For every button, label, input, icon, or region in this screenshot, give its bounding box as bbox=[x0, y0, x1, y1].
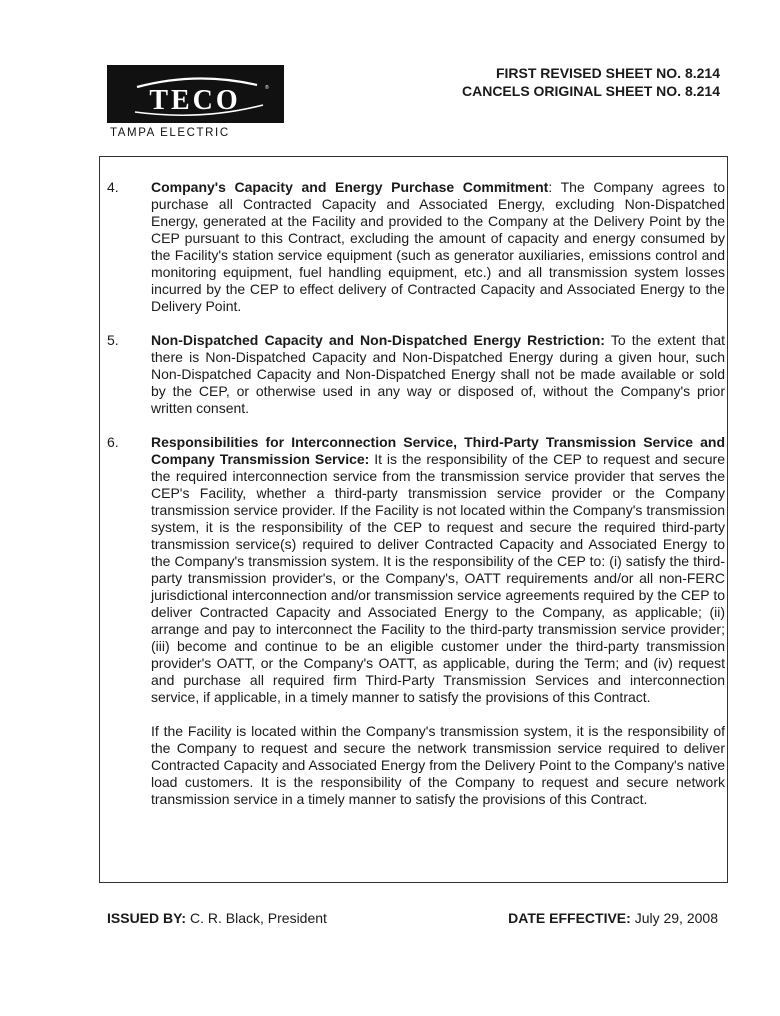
section-text: It is the responsibility of the CEP to request and secure the required interconnection service from the transmission service provider that serves the CEP's Facility, whether a third-party transmission service provider or the Company transmission service provider. If the Facility is not located within the Company's transmission system, it is the responsibility of the CEP to request and secure the required third-party transmission service(s) required to deliver Contracted Capacity and Associated Energy to the Company's transmission system. It is the responsibility of the CEP to: (i) satisfy the third-party transmission provider's, or the Company's, OATT requirements and/or all non-FERC jurisdictional interconnection and/or transmission service agreements required by the CEP to deliver Contracted Capacity and Associated Energy to the Company, as applicable; (ii) arrange and pay to interconnect the Facility to the third-party transmission service provider; (iii) become and continue to be an eligible customer under the third-party transmission provider's OATT, or the Company's OATT, as applicable, during the Term; and (iv) request and purchase all required firm Third-Party Transmission Services and interconnection service, if applicable, in a timely manner to satisfy the provisions of this Contract. bbox=[151, 451, 725, 705]
content-box bbox=[99, 156, 728, 883]
teco-logo-mark bbox=[107, 65, 284, 123]
sheet-number: FIRST REVISED SHEET NO. 8.214 bbox=[495, 65, 720, 81]
section-text: : The Company agrees to purchase all Contracted Capacity and Associated Energy, excluding Non-Dispatched Energy, generated at the Facility and provided to the Company at the Delivery Point by the CEP pursuant to this Contract, excluding the amount of capacity and energy consumed by the Facility's station service equipment (such as generator auxiliaries, emissions control and monitoring equipment, fuel handling equipment, etc.) and all transmission system losses incurred by the CEP to effect delivery of Contracted Capacity and Associated Energy to the Delivery Point. bbox=[151, 179, 726, 314]
date-effective-value: July 29, 2008 bbox=[634, 910, 718, 926]
section-heading: Responsibilities for Interconnection Service, Third-Party Transmission Service and Company Transmission Service: bbox=[151, 434, 725, 467]
section-heading: Company's Capacity and Energy Purchase Commitment bbox=[151, 179, 549, 195]
section-body bbox=[151, 332, 725, 417]
date-effective-label: DATE EFFECTIVE: bbox=[508, 910, 631, 926]
date-effective bbox=[508, 910, 718, 926]
issued-by bbox=[107, 910, 327, 926]
section-paragraph-2: If the Facility is located within the Company's transmission system, it is the responsibility of the Company to request and secure the network transmission service required to deliver Contracted Capacity and Associated Energy from the Delivery Point to the Company's native load customers. It is the responsibility of the Company to request and secure network transmission service in a timely manner to satisfy the provisions of this Contract. bbox=[151, 723, 725, 807]
logo-caption: TAMPA ELECTRIC bbox=[110, 127, 230, 139]
issued-by-label: ISSUED BY: bbox=[107, 910, 187, 926]
section-heading: Non-Dispatched Capacity and Non-Dispatched Energy Restriction: bbox=[151, 332, 605, 348]
issued-by-value: C. R. Black, President bbox=[189, 910, 327, 926]
teco-logo bbox=[107, 65, 284, 123]
section-number: 6. bbox=[107, 434, 119, 450]
svg-text:®: ® bbox=[265, 85, 269, 91]
section-body bbox=[151, 179, 725, 315]
section-number: 5. bbox=[107, 332, 119, 348]
logo-wordmark: TECO bbox=[149, 85, 241, 116]
section-number: 4. bbox=[107, 179, 119, 195]
sheet-header bbox=[462, 64, 720, 100]
section-body bbox=[151, 434, 725, 808]
section-text: To the extent that there is Non-Dispatched Capacity and Non-Dispatched Energy during a given hour, such Non-Dispatched Capacity and Non-Dispatched Energy shall not be made available or sold by the CEP, or otherwise used in any way or disposed of, without the Company's prior written consent. bbox=[151, 332, 725, 416]
cancels-sheet-number: CANCELS ORIGINAL SHEET NO. 8.214 bbox=[461, 83, 720, 99]
